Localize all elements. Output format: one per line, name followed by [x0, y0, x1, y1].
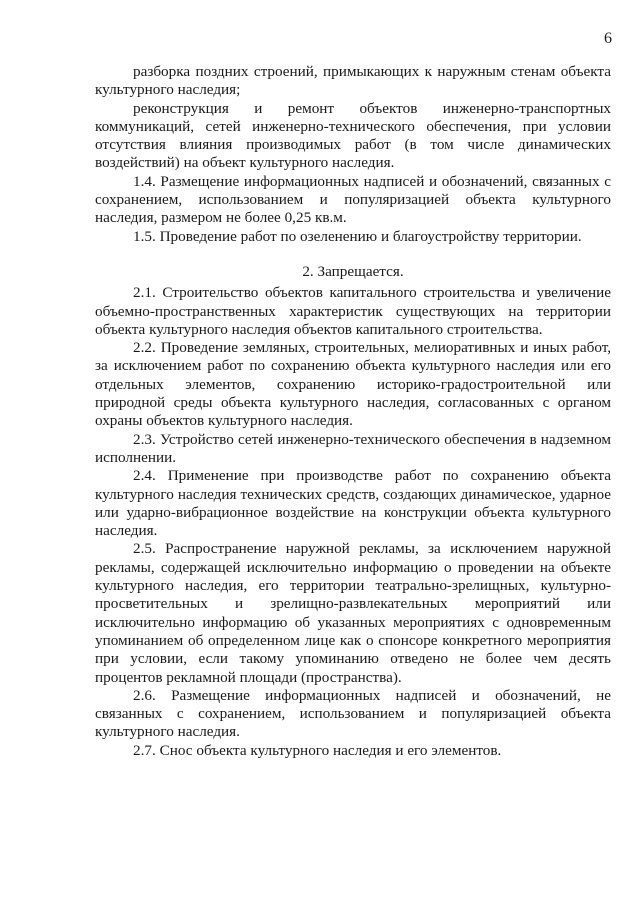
paragraph-2-1: 2.1. Строительство объектов капитального строительства и увеличение объемно-пространственных характеристик существующих на территории объекта культурного наследия объектов капитального строительства.: [95, 284, 611, 338]
paragraph-2-7: 2.7. Снос объекта культурного наследия и его элементов.: [133, 741, 502, 759]
paragraph-1-5: 1.5. Проведение работ по озеленению и благоустройству территории.: [133, 227, 582, 245]
paragraph-2-6: 2.6. Размещение информационных надписей и обозначений, не связанных с сохранением, использованием и популяризацией объекта культурного наследия.: [95, 686, 611, 741]
paragraph-2-4: 2.4. Применение при производстве работ по сохранению объекта культурного наследия технических средств, создающих динамическое, ударное или ударно-вибрационное воздействие на конструкции объекта культурного наследия.: [95, 467, 611, 540]
page-number: 6: [604, 30, 612, 47]
paragraph-2-3: 2.3. Устройство сетей инженерно-технического обеспечения в надземном исполнении.: [95, 430, 611, 466]
paragraph-2-5: 2.5. Распространение наружной рекламы, за исключением наружной рекламы, содержащей исключительно информацию о проведении на объекте культурного наследия, его территории театрально-зрелищных, культурно-просветительных и зрелищно-развлекательных мероприятий или исключительно информацию об указанных мероприятиях с одновременным упоминанием об определенном лице как о спонсоре конкретного мероприятия при условии, если такому упоминанию отведено не более чем десять процентов рекламной площади (пространства).: [95, 540, 611, 686]
paragraph-reconstruction: реконструкция и ремонт объектов инженерно-транспортных коммуникаций, сетей инженерно-технического обеспечения, при условии отсутствия влияния производимых работ (в том числе динамических воздействий) на объект культурного наследия.: [95, 99, 611, 172]
paragraph-demolition: разборка поздних строений, примыкающих к наружным стенам объекта культурного наследия;: [95, 63, 611, 99]
paragraph-2-2: 2.2. Проведение земляных, строительных, мелиоративных и иных работ, за исключением работ по сохранению объекта культурного наследия или его отдельных элементов, сохранению историко-градостроительной или природной среды объекта культурного наследия, согласованных с органом охраны объектов культурного наследия.: [95, 339, 611, 430]
section-title-prohibited: 2. Запрещается.: [302, 262, 404, 280]
document-body: [95, 63, 611, 760]
paragraph-1-4: 1.4. Размещение информационных надписей и обозначений, связанных с сохранением, использованием и популяризацией объекта культурного наследия, размером не более 0,25 кв.м.: [95, 172, 611, 227]
